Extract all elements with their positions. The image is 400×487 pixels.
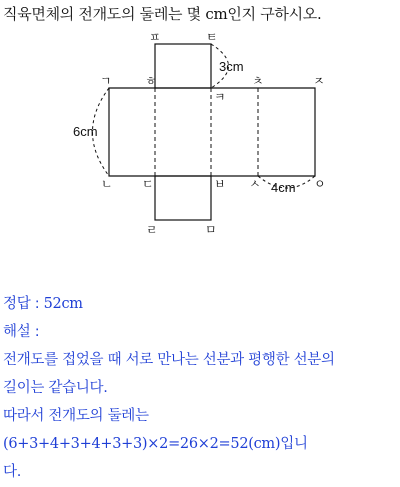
vertex-label: ㅈ — [313, 74, 325, 88]
explanation-line-1: 전개도를 접었을 때 서로 만나는 선분과 평행한 선분의 — [3, 352, 335, 368]
vertex-label: ㄱ — [100, 74, 112, 88]
answer-label: 정답 : — [3, 296, 40, 312]
net-top-face — [155, 44, 211, 88]
answer-line — [3, 290, 398, 318]
vertex-label: ㅅ — [249, 177, 261, 191]
question-prefix: 직육면체의 전개도의 둘레는 몇 — [3, 5, 201, 23]
dimension-left: 6cm — [73, 124, 98, 139]
vertex-label: ㅂ — [214, 177, 226, 191]
vertex-label: ㄹ — [146, 223, 158, 237]
dimension-bottom: 4cm — [271, 180, 296, 195]
net-bottom-face — [155, 176, 211, 220]
explanation-equation-tail: 입니 — [280, 436, 308, 452]
answer-value: 52cm — [43, 296, 83, 312]
vertex-label: ㄷ — [142, 177, 154, 191]
answer-section — [3, 290, 398, 486]
dimension-top: 3cm — [219, 59, 244, 74]
vertex-label: ㅌ — [206, 30, 218, 44]
question-suffix: 인지 구하시오. — [227, 5, 322, 23]
vertex-label: ㅋ — [214, 90, 226, 104]
vertex-label: ㅎ — [145, 74, 157, 88]
explanation-line-3: 따라서 전개도의 둘레는 — [3, 408, 149, 424]
dimension-arcs — [93, 44, 316, 188]
vertex-label: ㅊ — [252, 74, 264, 88]
vertex-label: ㄴ — [101, 177, 113, 191]
question-text — [3, 3, 321, 24]
question-unit: cm — [205, 5, 228, 23]
vertex-label: ㅍ — [149, 30, 161, 44]
explanation-label: 해설 : — [3, 324, 40, 340]
explanation-equation-line — [3, 430, 398, 458]
explanation-equation: (6+3+4+3+4+3+3)×2=26×2=52(cm) — [3, 436, 281, 452]
cuboid-net-figure — [0, 28, 400, 243]
explanation-line-5: 다. — [3, 464, 22, 480]
vertex-label: ㅁ — [205, 223, 217, 237]
vertex-label: ㅇ — [314, 177, 326, 191]
explanation-line-2: 길이는 같습니다. — [3, 380, 108, 396]
net-fold-lines — [155, 88, 258, 176]
net-middle-strip — [109, 88, 315, 176]
